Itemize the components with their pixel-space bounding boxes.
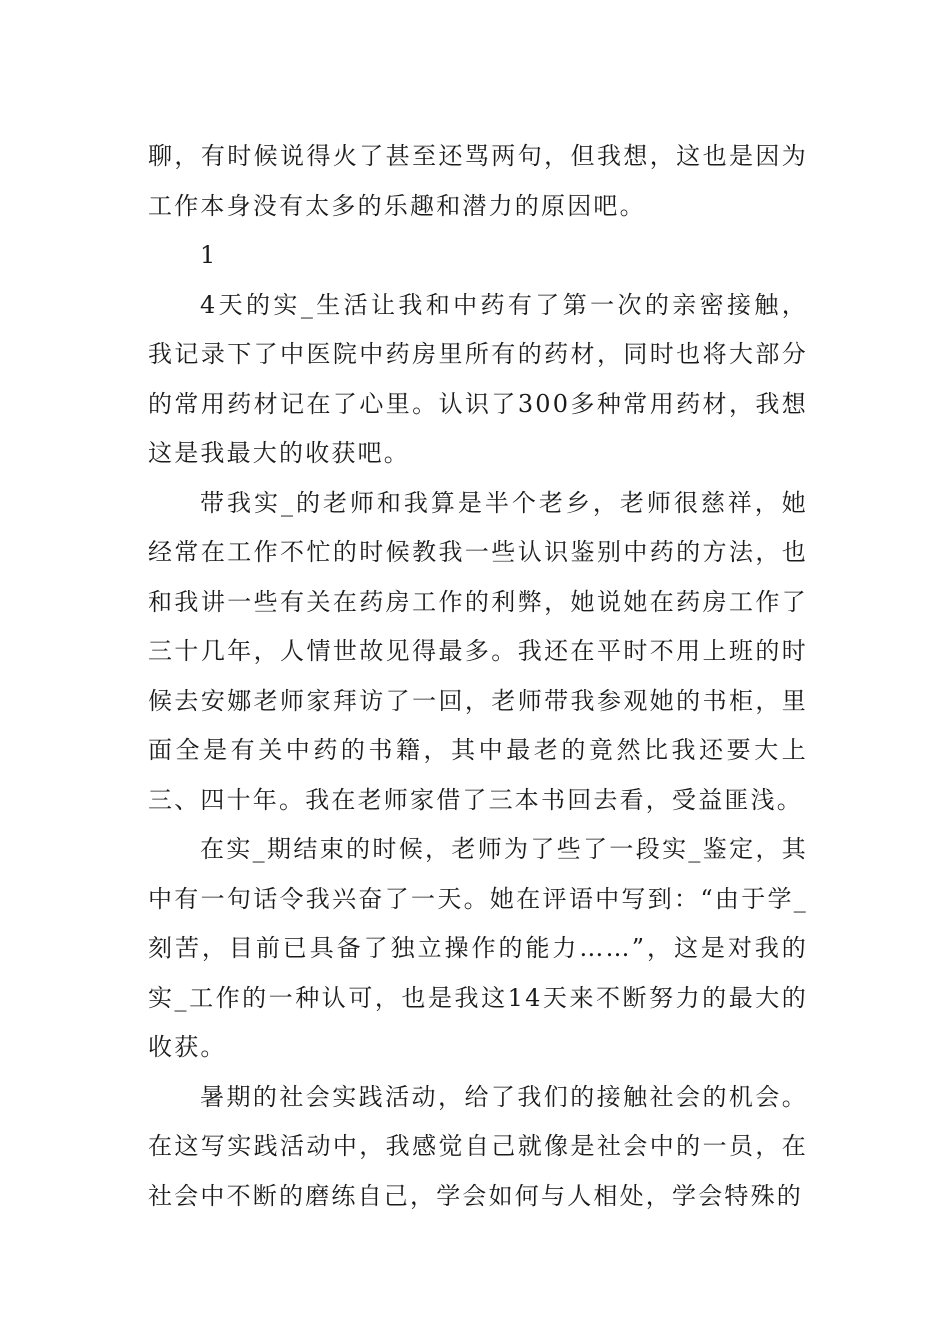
page-number-fragment: 1 (200, 241, 218, 269)
paragraph-internship-summary: 4天的实_生活让我和中药有了第一次的亲密接触，我记录下了中医院中药房里所有的药材，同时也将大部分的常用药材记在了心里。认识了300多种常用药材，我想这是我最大的收获吧。 (148, 290, 808, 467)
paragraph-evaluation: 在实_期结束的时候，老师为了些了一段实_鉴定，其中有一句话令我兴奋了一天。她在评语中写到：“由于学_刻苦，目前已具备了独立操作的能力……”，这是对我的实_工作的一种认可，也是我这14天来不断努力的最大的收获。 (148, 835, 808, 1061)
paragraph-social-practice: 暑期的社会实践活动，给了我们的接触社会的机会。在这写实践活动中，我感觉自己就像是社会中的一员，在社会中不断的磨练自己，学会如何与人相处，学会特殊的 (148, 1082, 808, 1210)
paragraph-continuation: 聊，有时候说得火了甚至还骂两句，但我想，这也是因为工作本身没有太多的乐趣和潜力的原因吧。 (148, 142, 808, 220)
paragraph-teacher: 带我实_的老师和我算是半个老乡，老师很慈祥，她经常在工作不忙的时候教我一些认识鉴别中药的方法，也和我讲一些有关在药房工作的利弊，她说她在药房工作了三十几年，人情世故见得最多。我还在平时不用上班的时候去安娜老师家拜访了一回，老师带我参观她的书柜，里面全是有关中药的书籍，其中最老的竟然比我还要大上三、四十年。我在老师家借了三本书回去看，受益匪浅。 (148, 488, 808, 814)
document-body (148, 132, 808, 1221)
